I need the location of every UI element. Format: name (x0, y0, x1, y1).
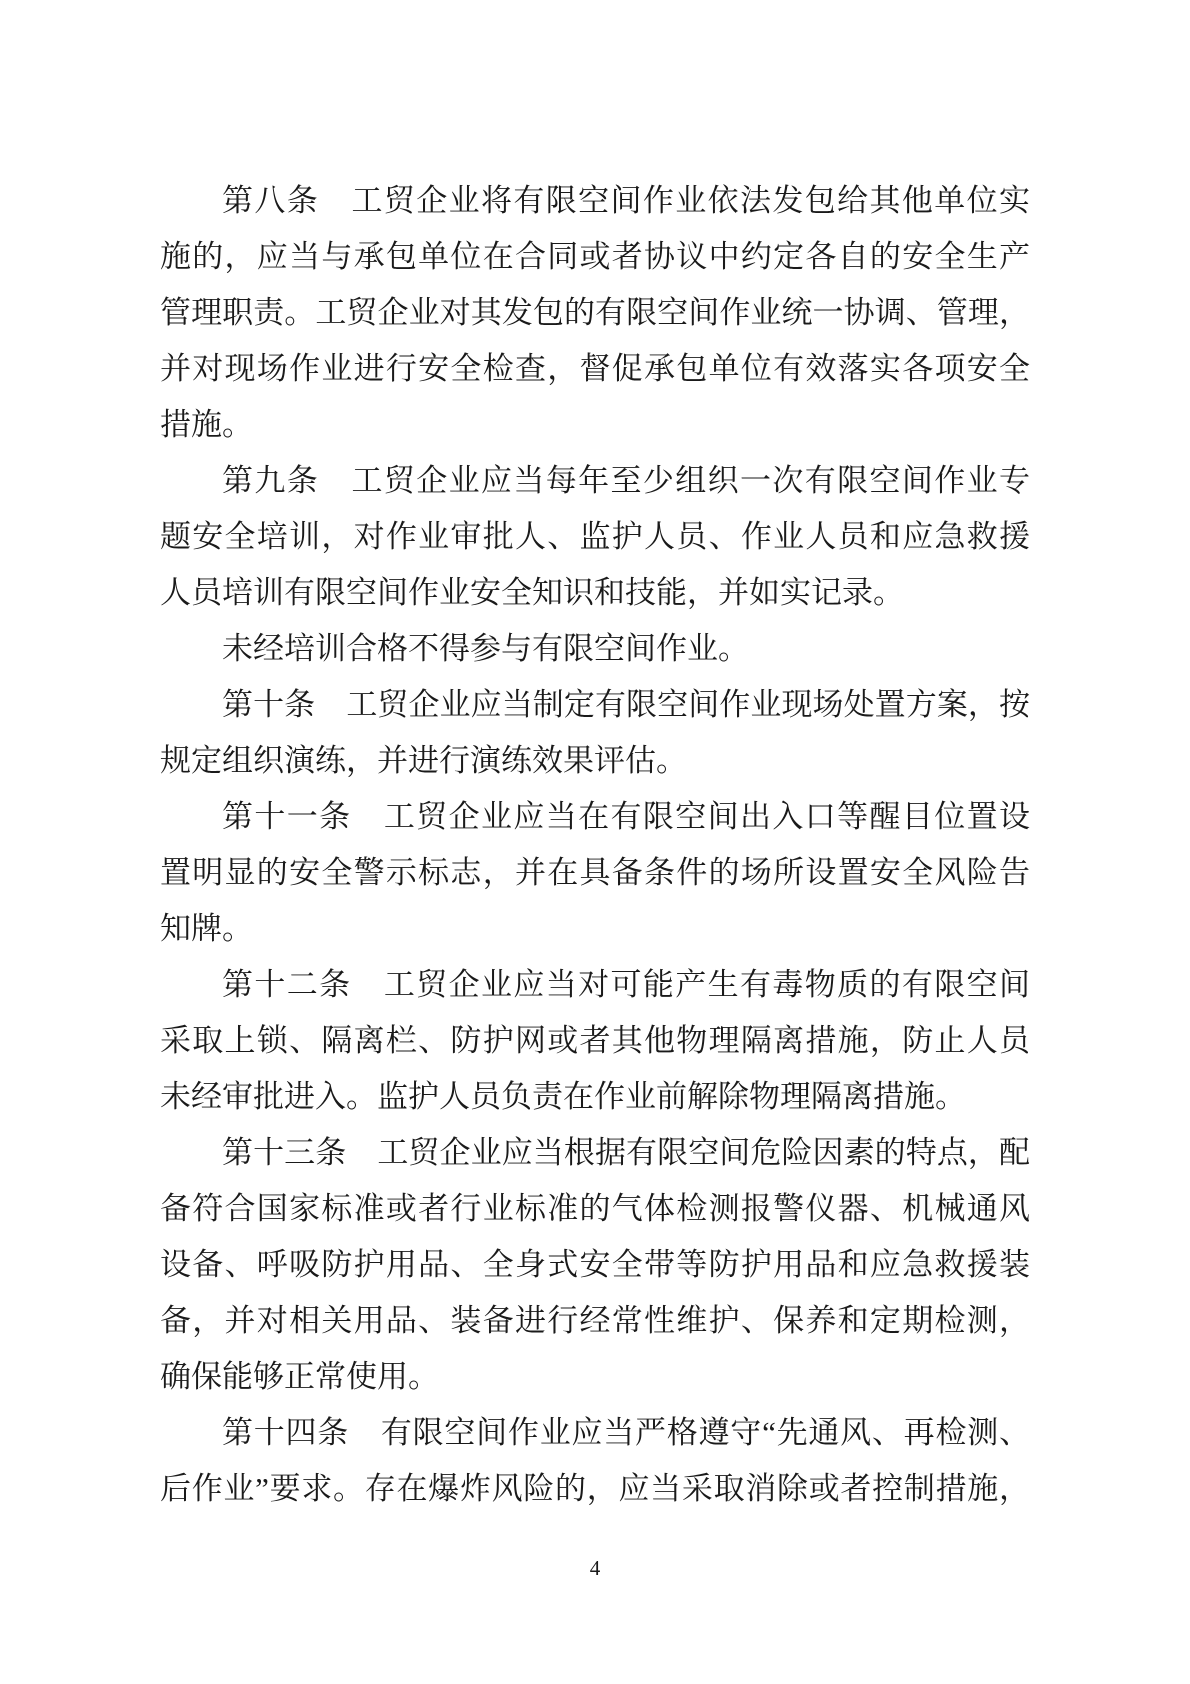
text-line: 确保能够正常使用。 (160, 1359, 439, 1394)
text-line: 第十条 工贸企业应当制定有限空间作业现场处置方案，按 (222, 687, 1030, 722)
article-12 (160, 957, 1030, 1125)
text-line: 设备、呼吸防护用品、全身式安全带等防护用品和应急救援装 (160, 1247, 1030, 1282)
text-line: 第十一条 工贸企业应当在有限空间出入口等醒目位置设 (222, 799, 1030, 834)
text-line: 第十四条 有限空间作业应当严格遵守“先通风、再检测、 (222, 1415, 1030, 1450)
text-line: 题安全培训，对作业审批人、监护人员、作业人员和应急救援 (160, 519, 1030, 554)
text-line: 采取上锁、隔离栏、防护网或者其他物理隔离措施，防止人员 (160, 1023, 1030, 1058)
text-line: 知牌。 (160, 911, 253, 946)
text-line: 置明显的安全警示标志，并在具备条件的场所设置安全风险告 (160, 855, 1030, 890)
text-line: 并对现场作业进行安全检查，督促承包单位有效落实各项安全 (160, 351, 1030, 386)
article-9-clause-2 (160, 621, 1030, 677)
document-body (160, 173, 1030, 1517)
text-line: 人员培训有限空间作业安全知识和技能，并如实记录。 (160, 575, 904, 610)
text-line: 备符合国家标准或者行业标准的气体检测报警仪器、机械通风 (160, 1191, 1030, 1226)
text-line: 规定组织演练，并进行演练效果评估。 (160, 743, 687, 778)
text-line: 未经培训合格不得参与有限空间作业。 (222, 631, 749, 666)
text-line: 第十三条 工贸企业应当根据有限空间危险因素的特点，配 (222, 1135, 1030, 1170)
article-14 (160, 1405, 1030, 1517)
text-line: 第八条 工贸企业将有限空间作业依法发包给其他单位实 (222, 183, 1030, 218)
article-11 (160, 789, 1030, 957)
text-line: 施的，应当与承包单位在合同或者协议中约定各自的安全生产 (160, 239, 1030, 274)
text-line: 第十二条 工贸企业应当对可能产生有毒物质的有限空间 (222, 967, 1030, 1002)
text-line: 未经审批进入。监护人员负责在作业前解除物理隔离措施。 (160, 1079, 966, 1114)
text-line: 措施。 (160, 407, 253, 442)
article-9 (160, 453, 1030, 621)
text-line: 管理职责。工贸企业对其发包的有限空间作业统一协调、管理， (160, 295, 1030, 330)
text-line: 后作业”要求。存在爆炸风险的，应当采取消除或者控制措施， (160, 1471, 1030, 1506)
article-10 (160, 677, 1030, 789)
page-number: 4 (589, 1556, 601, 1580)
text-line: 备，并对相关用品、装备进行经常性维护、保养和定期检测， (160, 1303, 1030, 1338)
article-13 (160, 1125, 1030, 1405)
text-line: 第九条 工贸企业应当每年至少组织一次有限空间作业专 (222, 463, 1030, 498)
article-8 (160, 173, 1030, 453)
